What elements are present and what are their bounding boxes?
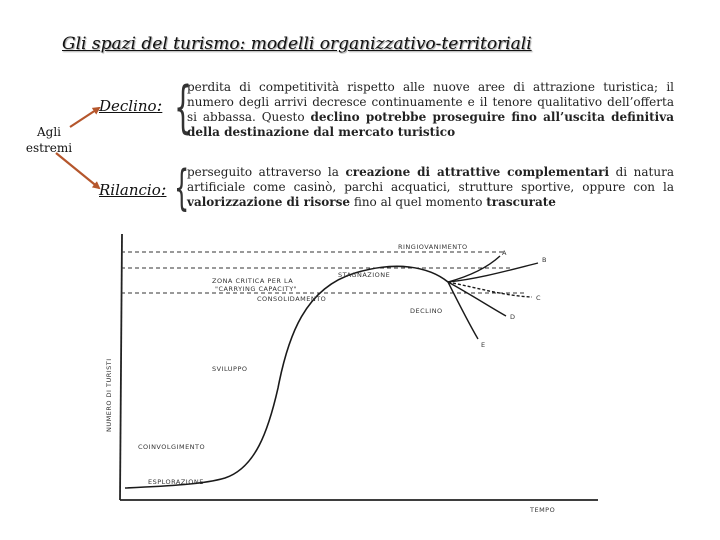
y-axis [120,234,122,500]
declino-brace: { [174,75,192,140]
curve-label-c: C [536,294,542,302]
consolidamento-text: CONSOLIDAMENTO [257,295,327,303]
rilancio-text-1: creazione di attrattive complementari [345,165,610,179]
declino-label-text: Declino [99,97,157,115]
esplorazione-text: ESPLORAZIONE [148,478,204,486]
rilancio-colon: : [160,180,167,200]
rilancio-text-3: valorizzazione di risorse [187,195,350,209]
curve-label-a: A [502,249,507,257]
declino-text-1: declino potrebbe proseguire fino all’uscita definitiva della destinazione dal mercato turistico [187,110,674,139]
curve-label-b: B [542,256,547,264]
curve-b [448,263,538,282]
rilancio-text-4: fino al quel momento [350,195,487,209]
arrow-to-rilancio [56,153,99,188]
curve-label-e: E [481,341,486,349]
zona-critica-line2: "CARRYING CAPACITY" [215,285,298,293]
curve-label-d: D [510,313,516,321]
ringiovanimento-text: RINGIOVANIMENTO [398,243,468,251]
page-title: Gli spazi del turismo: modelli organizzativo-territoriali [62,34,532,54]
rilancio-text-5: trascurate [486,195,556,209]
agli-estremi-label: Agli estremi [25,125,73,155]
stagnazione-text: STAGNAZIONE [338,271,391,279]
y-axis-label: NUMERO DI TURISTI [105,358,113,432]
declino-text-0: perdita di competitività rispetto alle nuove aree di attrazione turistica; il numero degli arrivi decresce continuamente e il tenore qualitativo dell’offerta si abbassa. Questo [187,80,674,124]
declino-colon: : [156,96,163,116]
coinvolgimento-text: COINVOLGIMENTO [138,443,206,451]
declino-stage-text: DECLINO [410,307,443,315]
zona-critica-line1: ZONA CRITICA PER LA [212,277,294,285]
rilancio-text-0: perseguito attraverso la [187,165,346,179]
rilancio-brace: { [174,160,190,216]
rilancio-text-2: di natura artificiale come casinò, parchi acquatici, strutture sportive, oppure con la [187,165,674,194]
sviluppo-text: SVILUPPO [212,365,248,373]
rilancio-label-text: Rilancio [99,181,161,199]
butler-diagram [105,234,598,514]
x-axis-label: TEMPO [530,506,556,514]
arrow-to-declino [70,108,99,127]
